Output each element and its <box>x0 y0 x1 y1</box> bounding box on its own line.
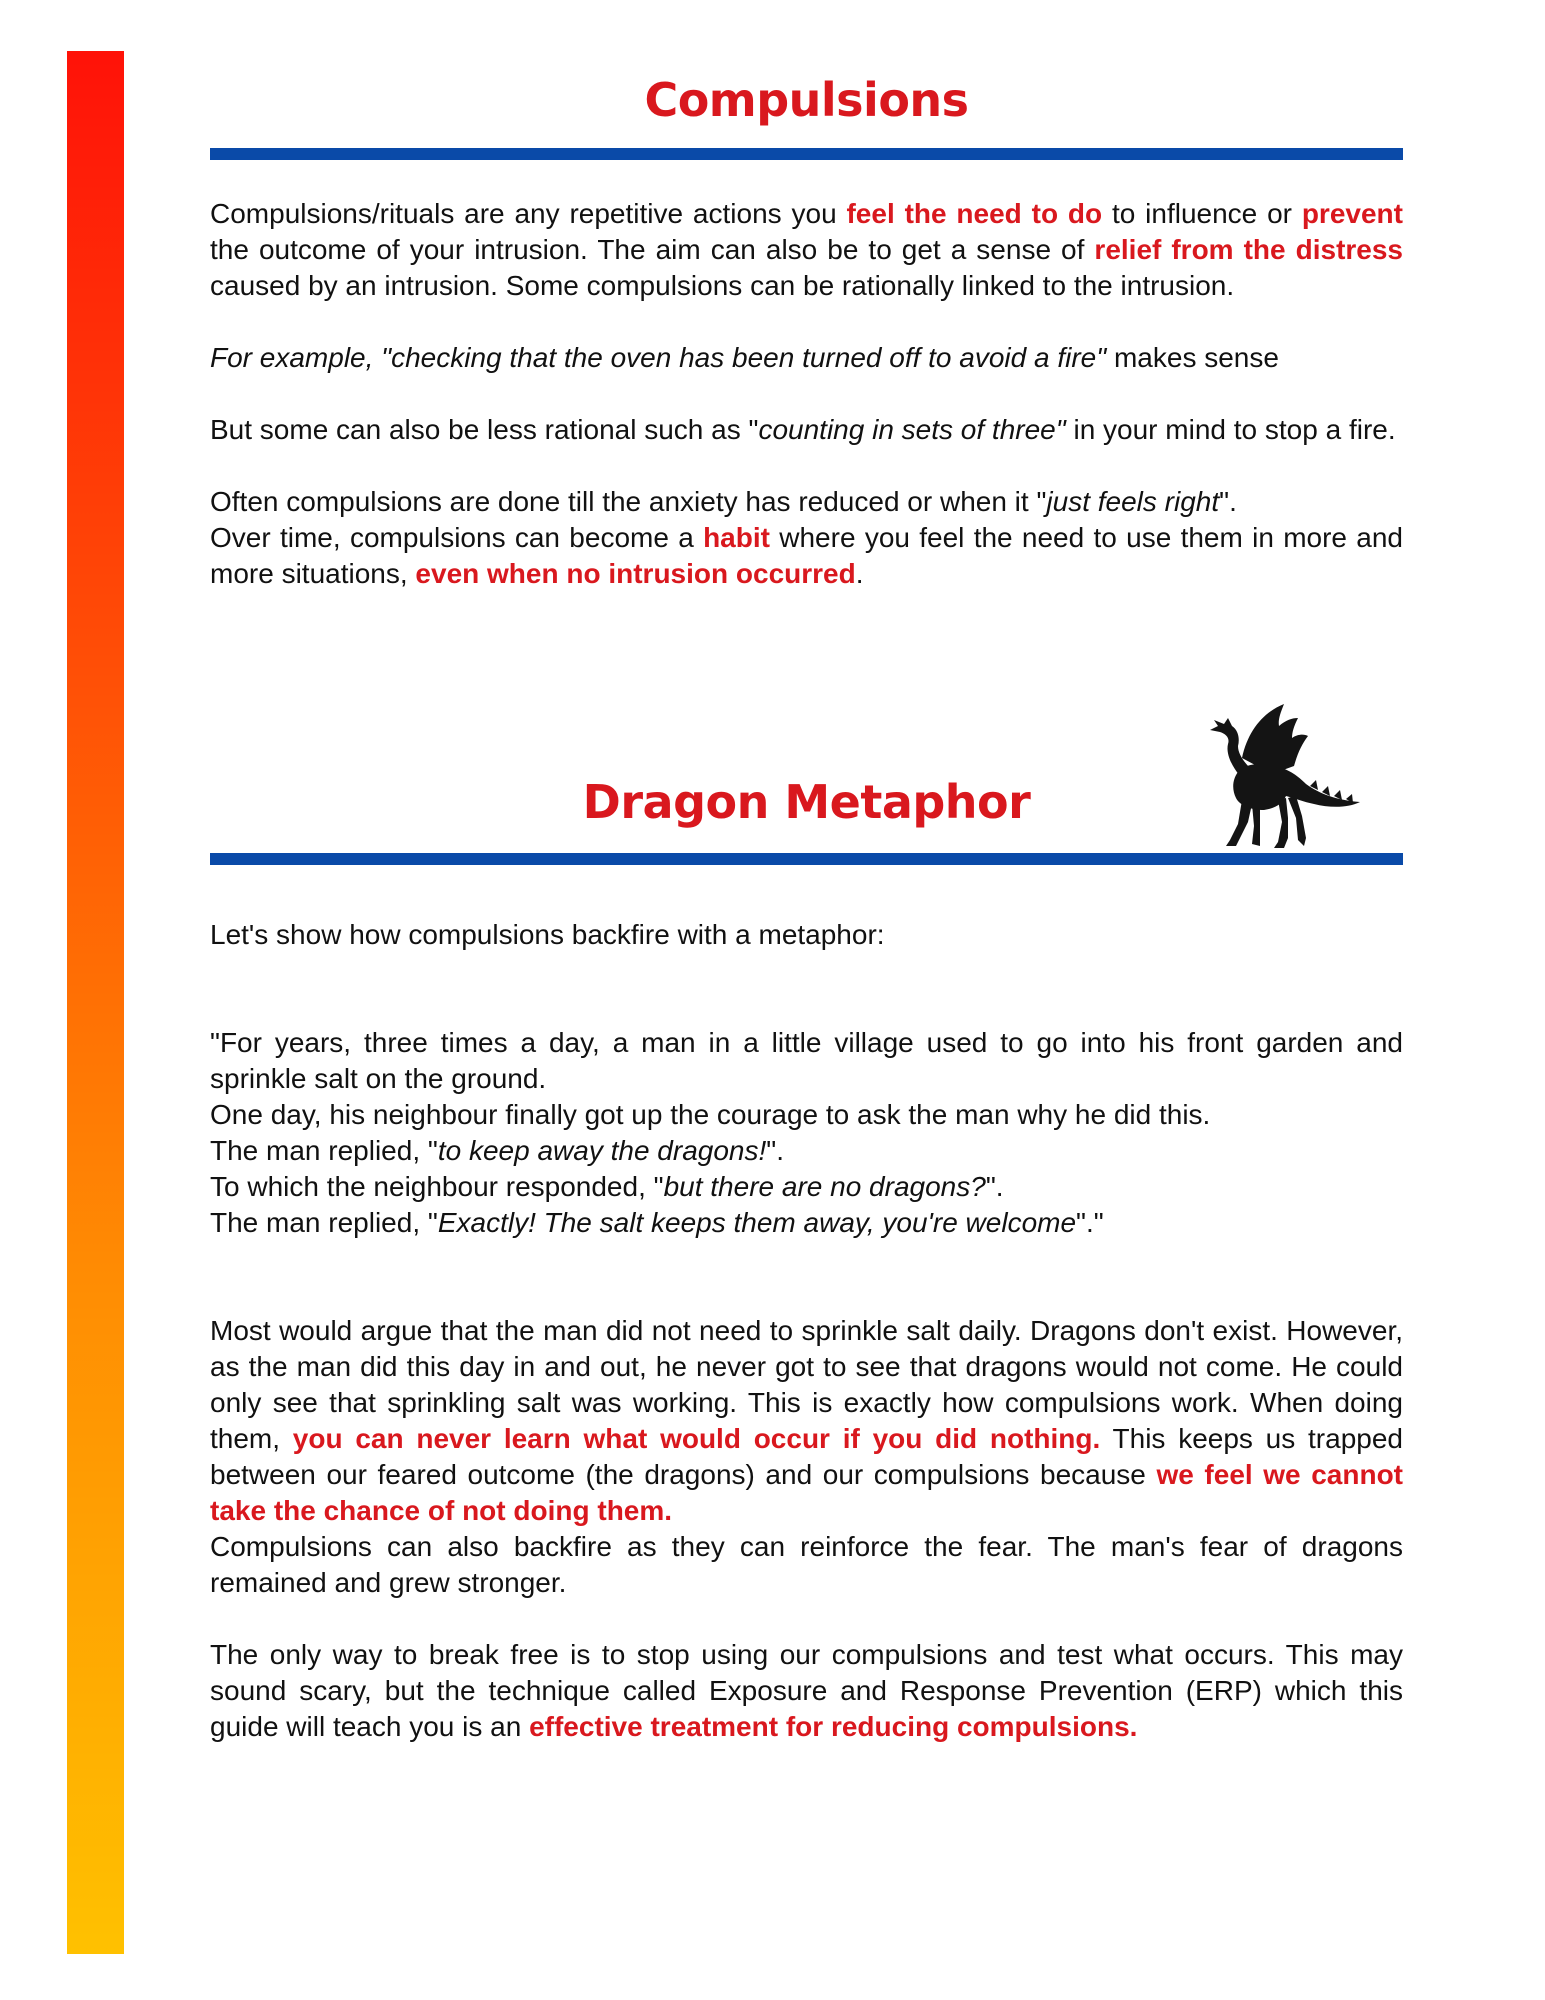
compulsions-definition: Compulsions/rituals are any repetitive actions you feel the need to do to influence or prevent the outcome of your intrusion. The aim can also be to get a sense of relief from the distress caused by an intrusion. Some compulsions can be rationally linked to the intrusion. <box>210 198 1404 301</box>
dragon-explanation-paragraph: Most would argue that the man did not need to sprinkle salt daily. Dragons don't exist. However, as the man did this day in and out, he never got to see that dragons would not come. He could only see that sprinkling salt was working. This is exactly how compulsions work. When doing them, you can never learn what would occur if you did nothing. This keeps us trapped between our feared outcome (the dragons) and our compulsions because we feel we cannot take the chance of not doing them. Compulsions can also backfire as they can reinforce the fear. The man's fear of dragons remained and grew stronger. <box>210 1315 1403 1598</box>
story-line-4: To which the neighbour responded, "but there are no dragons?". <box>210 1171 1004 1202</box>
dragon-metaphor-rule <box>210 853 1403 865</box>
compulsions-body <box>210 196 1403 592</box>
dragon-intro: Let's show how compulsions backfire with a metaphor: <box>210 919 885 950</box>
compulsions-example: For example, "checking that the oven has been turned off to avoid a fire" makes sense <box>210 342 1279 373</box>
dragon-icon <box>1180 700 1380 852</box>
story-line-1: "For years, three times a day, a man in a little village used to go into his front garden and sprinkle salt on the ground. <box>210 1027 1403 1094</box>
compulsions-rule <box>210 148 1403 160</box>
story-line-3: The man replied, "to keep away the dragons!". <box>210 1135 784 1166</box>
side-gradient-bar <box>67 51 124 1954</box>
compulsions-habit: Often compulsions are done till the anxiety has reduced or when it "just feels right". Over time, compulsions can become a habit where you feel the need to use them in more and more situations, even when no intrusion occurred. <box>210 486 1404 589</box>
dragon-story <box>210 1025 1403 1241</box>
dragon-intro-block <box>210 917 1403 953</box>
dragon-conclusion: The only way to break free is to stop using our compulsions and test what occurs. This may sound scary, but the technique called Exposure and Response Prevention (ERP) which this guide will teach you is an effective treatment for reducing compulsions. <box>210 1639 1403 1742</box>
compulsions-irrational: But some can also be less rational such as "counting in sets of three" in your mind to stop a fire. <box>210 414 1396 445</box>
story-line-5: The man replied, "Exactly! The salt keeps them away, you're welcome"." <box>210 1207 1104 1238</box>
story-line-2: One day, his neighbour finally got up the courage to ask the man why he did this. <box>210 1099 1211 1130</box>
dragon-explanation <box>210 1313 1403 1745</box>
dragon-metaphor-title: Dragon Metaphor <box>582 775 1031 829</box>
compulsions-title: Compulsions <box>644 73 969 127</box>
